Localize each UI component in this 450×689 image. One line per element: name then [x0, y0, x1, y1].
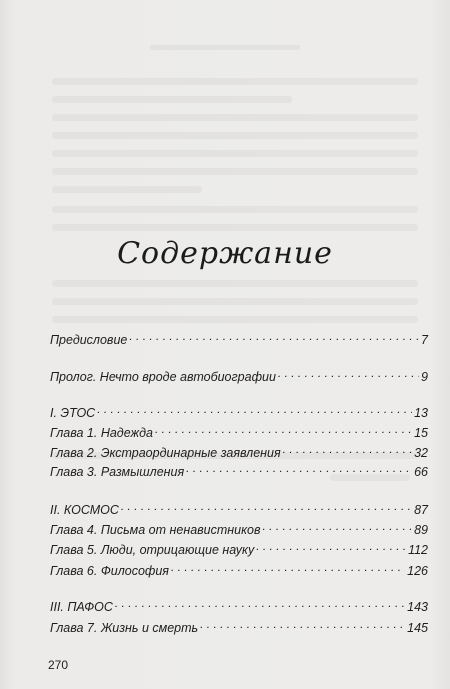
toc-entry[interactable] [50, 502, 428, 518]
toc-entry[interactable] [50, 445, 428, 461]
leader-dots [171, 563, 405, 575]
leader-dots [115, 599, 405, 611]
leader-dots [200, 620, 405, 632]
leader-dots [283, 445, 412, 457]
leader-dots [186, 464, 412, 476]
toc-entry-label: Предисловие [50, 333, 128, 347]
toc-entry[interactable] [50, 563, 428, 579]
toc-entry-page: 32 [414, 446, 428, 460]
toc-entry-page: 7 [421, 333, 428, 347]
leader-dots [97, 405, 412, 417]
toc-entry-page: 15 [414, 426, 428, 440]
toc-entry-label: Глава 6. Философия [50, 564, 169, 578]
toc-entry-label: Глава 3. Размышления [50, 465, 185, 479]
toc-entry-label: Глава 7. Жизнь и смерть [50, 621, 199, 635]
leader-dots [121, 502, 412, 514]
toc-entry[interactable] [50, 620, 428, 636]
toc-entry-page: 145 [407, 621, 428, 635]
toc-entry-label: I. ЭТОС [50, 406, 96, 420]
toc-entry[interactable] [50, 599, 428, 615]
leader-dots [278, 369, 419, 381]
toc-title: Содержание [117, 236, 333, 271]
toc-entry-page: 13 [414, 406, 428, 420]
toc-entry[interactable] [50, 464, 428, 480]
table-of-contents [50, 0, 428, 689]
toc-entry[interactable] [50, 332, 428, 348]
toc-entry-page: 9 [421, 370, 428, 384]
toc-entry[interactable] [50, 425, 428, 441]
leader-dots [155, 425, 412, 437]
toc-entry-label: Глава 1. Надежда [50, 426, 153, 440]
toc-entry-page: 87 [414, 503, 428, 517]
leader-dots [256, 542, 406, 554]
toc-entry-page: 89 [414, 523, 428, 537]
toc-entry-label: Глава 2. Экстраординарные заявления [50, 446, 281, 460]
toc-entry-page: 112 [408, 543, 428, 557]
leader-dots [263, 522, 413, 534]
toc-entry-label: Глава 4. Письма от ненавистников [50, 523, 261, 537]
toc-entry-page: 126 [407, 564, 428, 578]
toc-entry-label: Глава 5. Люди, отрицающие науку [50, 543, 255, 557]
toc-entry-page: 66 [414, 465, 428, 479]
toc-entry[interactable] [50, 522, 428, 538]
toc-entry-label: Пролог. Нечто вроде автобиографии [50, 370, 276, 384]
toc-entry[interactable] [50, 369, 428, 385]
toc-entry-label: II. КОСМОС [50, 503, 119, 517]
toc-entry[interactable] [50, 405, 428, 421]
toc-entry-label: III. ПАФОС [50, 600, 113, 614]
toc-entry-page: 143 [407, 600, 428, 614]
leader-dots [129, 332, 419, 344]
toc-entry[interactable] [50, 542, 428, 558]
page-number: 270 [48, 658, 69, 672]
